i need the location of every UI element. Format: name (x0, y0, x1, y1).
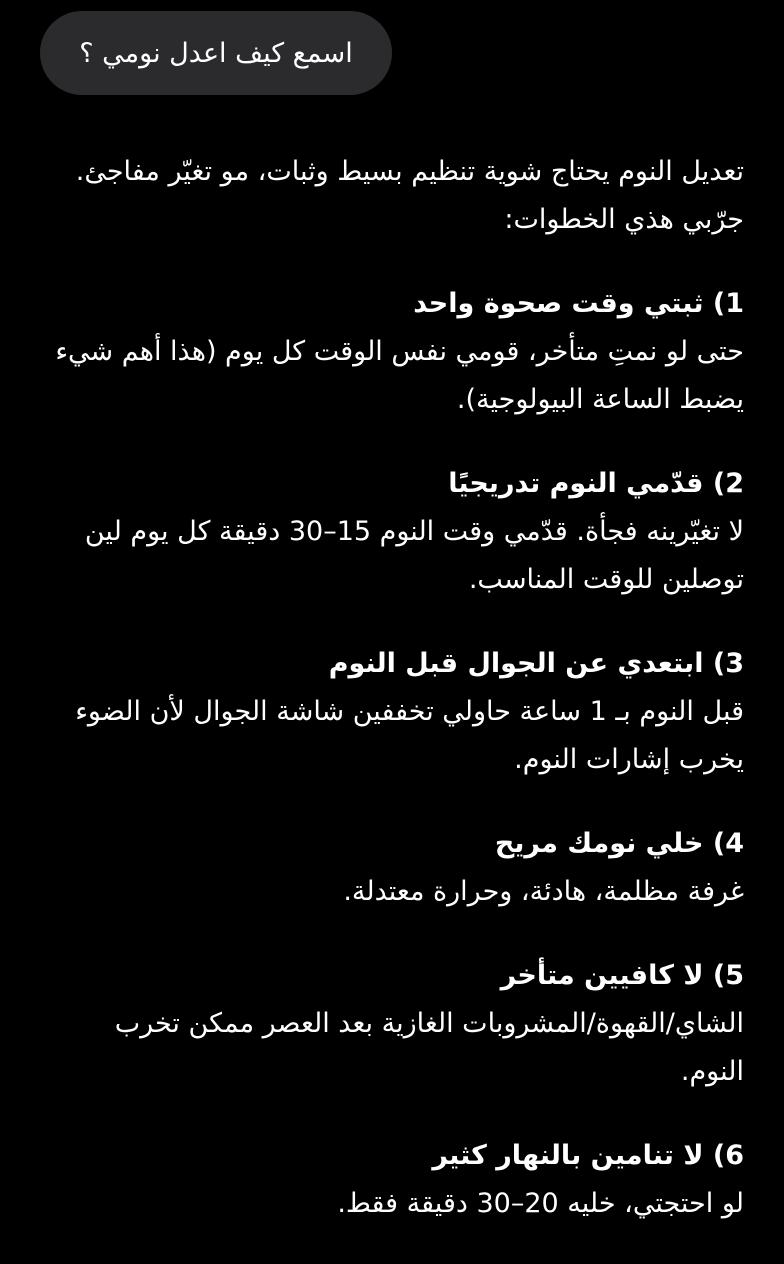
step-title: 3) ابتعدي عن الجوال قبل النوم (328, 648, 744, 679)
user-message-bubble[interactable] (40, 11, 392, 95)
step-body: لا تغيّرينه فجأة. قدّمي وقت النوم 15–30 دقيقة كل يوم لين توصلين للوقت المناسب. (84, 516, 744, 595)
step-5 (44, 952, 744, 1096)
assistant-intro: تعديل النوم يحتاج شوية تنظيم بسيط وثبات، مو تغيّر مفاجئ. جرّبي هذي الخطوات: (75, 156, 744, 235)
step-body: حتى لو نمتِ متأخر، قومي نفس الوقت كل يوم (هذا أهم شيء يضبط الساعة البيولوجية). (55, 336, 744, 415)
assistant-message (44, 148, 744, 1264)
step-title: 4) خلي نومك مريح (494, 828, 744, 859)
step-2 (44, 460, 744, 604)
step-title: 5) لا كافيين متأخر (500, 960, 744, 991)
step-title: 6) لا تنامين بالنهار كثير (432, 1140, 744, 1171)
step-title: 2) قدّمي النوم تدريجيًا (448, 468, 744, 499)
step-1 (44, 280, 744, 424)
step-title: 1) ثبتي وقت صحوة واحد (413, 288, 744, 319)
step-body: قبل النوم بـ 1 ساعة حاولي تخففين شاشة الجوال لأن الضوء يخرب إشارات النوم. (75, 696, 744, 775)
step-3 (44, 640, 744, 784)
step-body: الشاي/القهوة/المشروبات الغازية بعد العصر ممكن تخرب النوم. (114, 1008, 744, 1087)
step-4 (44, 820, 744, 916)
step-body: لو احتجتي، خليه 20–30 دقيقة فقط. (337, 1188, 744, 1219)
user-message-text: اسمع كيف اعدل نومي ؟ (79, 37, 353, 69)
step-6 (44, 1132, 744, 1228)
step-body: غرفة مظلمة، هادئة، وحرارة معتدلة. (343, 876, 744, 907)
